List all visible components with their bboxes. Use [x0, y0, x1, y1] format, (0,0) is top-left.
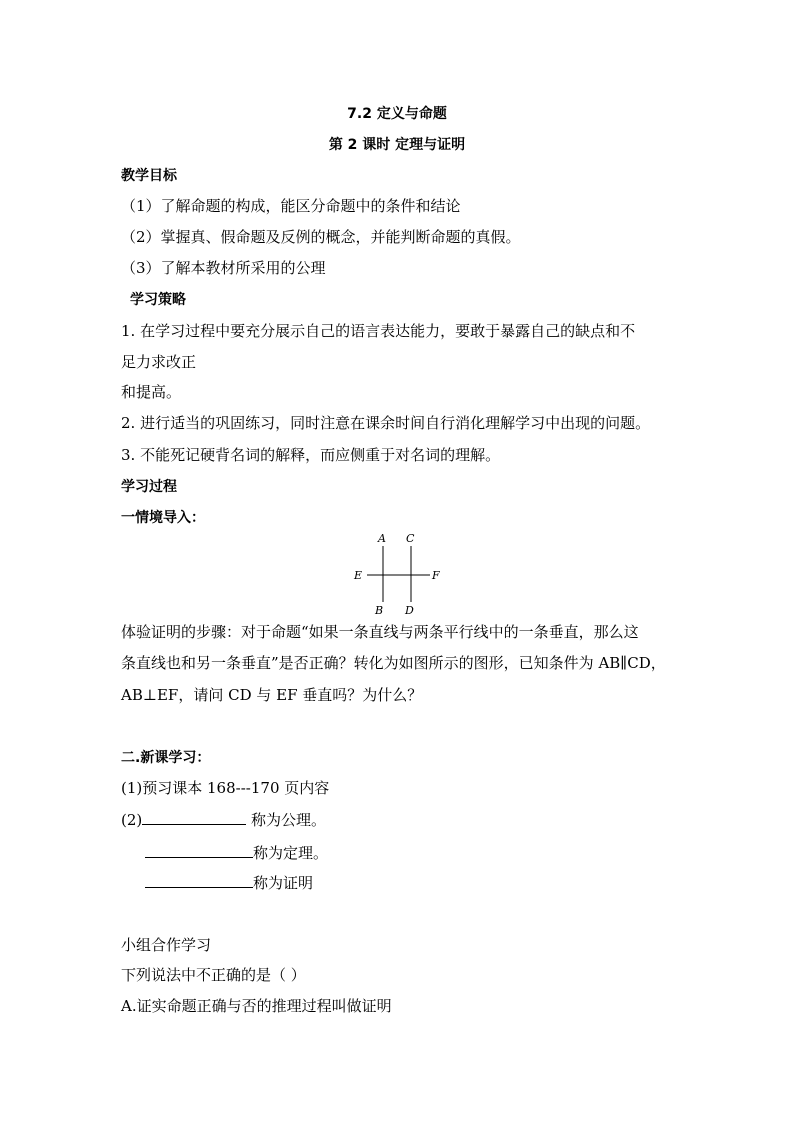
objective-item-3: （3）了解本教材所采用的公理: [121, 259, 326, 277]
label-a: A: [378, 532, 386, 545]
new-lesson-heading: 二.新课学习：: [121, 750, 211, 766]
new-lesson-item-4: [145, 872, 313, 893]
item-4-suffix: 称为证明: [253, 874, 314, 892]
process-heading: 学习过程: [121, 479, 177, 495]
new-lesson-item-1: (1)预习课本 168---170 页内容: [121, 779, 330, 797]
intro-text-line-2: 条直线也和另一条垂直”是否正确？转化为如图所示的图形，已知条件为 AB∥CD，: [121, 654, 666, 672]
objective-item-2: （2）掌握真、假命题及反例的概念，并能判断命题的真假。: [121, 228, 521, 246]
geometry-figure: [345, 530, 445, 620]
intro-text-line-1: 体验证明的步骤：对于命题“如果一条直线与两条平行线中的一条垂直，那么这: [121, 623, 639, 641]
strategy-item-1-line-1: 1. 在学习过程中要充分展示自己的语言表达能力，要敢于暴露自己的缺点和不: [121, 322, 636, 340]
item-3-suffix: 称为定理。: [253, 844, 329, 862]
intro-heading: 一情境导入：: [121, 510, 205, 526]
label-c: C: [406, 532, 415, 545]
objectives-heading: 教学目标: [121, 168, 177, 184]
strategy-item-2: 2. 进行适当的巩固练习，同时注意在课余时间自行消化理解学习中出现的问题。: [121, 414, 651, 432]
page-subtitle: 第 2 课时 定理与证明: [328, 137, 466, 153]
label-e: E: [354, 569, 363, 582]
strategy-heading: 学习策略: [130, 292, 186, 308]
label-d: D: [405, 604, 414, 617]
group-heading: 小组合作学习: [121, 936, 212, 954]
group-question: 下列说法中不正确的是（ ）: [121, 966, 306, 984]
page-title: 7.2 定义与命题: [347, 106, 447, 122]
objective-item-1: （1）了解命题的构成，能区分命题中的条件和结论: [121, 197, 461, 215]
option-a: A.证实命题正确与否的推理过程叫做证明: [121, 997, 392, 1015]
item-2-prefix: (2): [121, 811, 143, 829]
theorem-blank[interactable]: [145, 842, 253, 858]
label-f: F: [432, 569, 440, 582]
axiom-blank[interactable]: [142, 809, 246, 825]
new-lesson-item-2: [121, 809, 326, 830]
strategy-item-1-line-3: 和提高。: [121, 383, 182, 401]
item-2-suffix: 称为公理。: [246, 811, 327, 829]
new-lesson-item-3: [145, 842, 328, 863]
strategy-item-3: 3. 不能死记硬背名词的解释，而应侧重于对名词的理解。: [121, 446, 501, 464]
label-b: B: [375, 604, 384, 617]
proof-blank[interactable]: [145, 872, 253, 888]
intro-text-line-3: AB⊥EF，请问 CD 与 EF 垂直吗？为什么？: [121, 686, 423, 704]
strategy-item-1-line-2: 足力求改正: [121, 353, 197, 371]
